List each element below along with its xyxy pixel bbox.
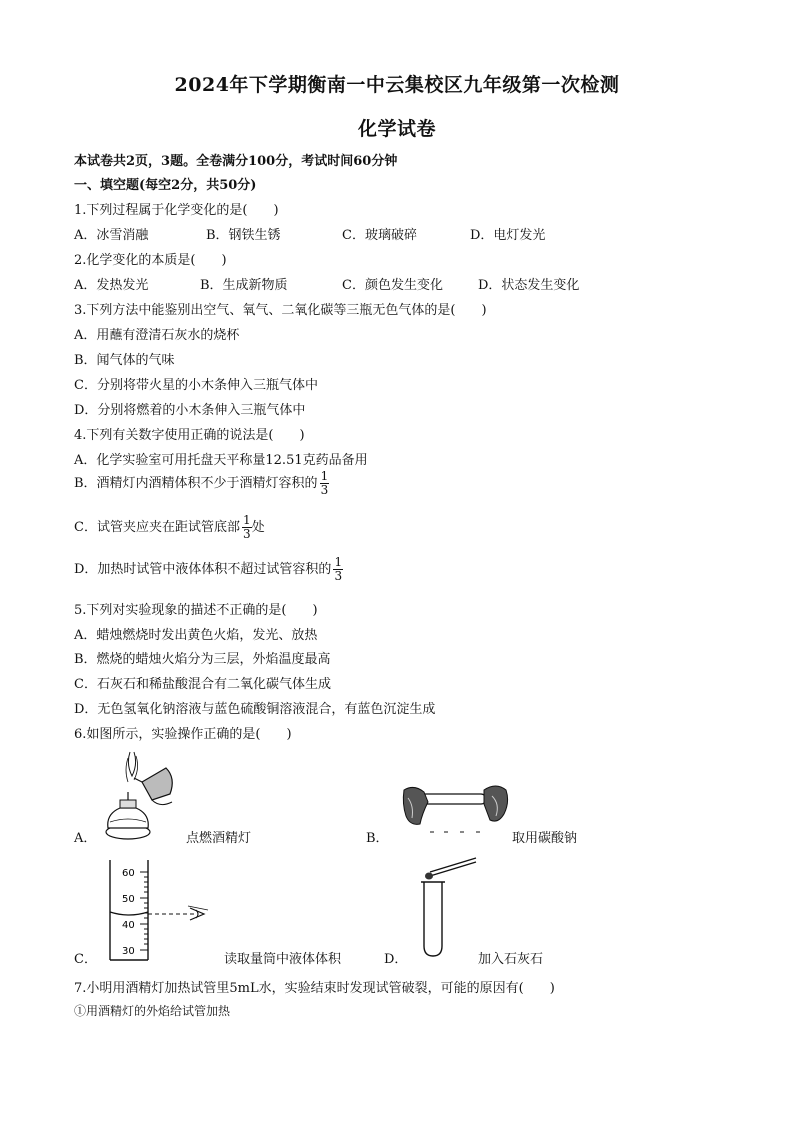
q6-caption-c: 读取量筒中液体体积 [224, 952, 342, 967]
fraction-one-third [320, 470, 330, 497]
question-4-stem: 4.下列有关数字使用正确的说法是( ) [74, 428, 305, 443]
fraction-numerator: 1 [334, 555, 343, 569]
q6-label-a: A． [74, 831, 97, 846]
question-6-stem: 6.如图所示，实验操作正确的是( ) [74, 727, 292, 742]
fraction-denominator: 3 [242, 527, 251, 541]
q4-option-c [74, 514, 265, 541]
q3-option-b: B．闻气体的气味 [74, 353, 175, 368]
q5-option-d: D．无色氢氧化钠溶液与蓝色硫酸铜溶液混合，有蓝色沉淀生成 [74, 702, 436, 717]
exam-intro: 本试卷共2页，3题。全卷满分100分，考试时间60分钟 [74, 154, 398, 169]
q4-option-c-text: C．试管夹应夹在距试管底部 [74, 520, 240, 535]
fraction-numerator: 1 [242, 513, 251, 527]
question-5-stem: 5.下列对实验现象的描述不正确的是( ) [74, 603, 318, 618]
q5-option-b: B．燃烧的蜡烛火焰分为三层，外焰温度最高 [74, 652, 331, 667]
q4-option-a: A．化学实验室可用托盘天平称量12.51克药品备用 [74, 453, 368, 468]
q4-option-b [74, 470, 329, 497]
q2-option-d: D．状态发生变化 [478, 278, 580, 293]
q5-option-a: A．蜡烛燃烧时发出黄色火焰，发光、放热 [74, 628, 318, 643]
q2-option-a: A．发热发光 [74, 278, 149, 293]
q3-option-d: D．分别将燃着的小木条伸入三瓶气体中 [74, 403, 306, 418]
q6-caption-b: 取用碳酸钠 [512, 831, 578, 846]
q4-option-c-suffix: 处 [251, 520, 265, 535]
q4-option-d [74, 556, 343, 583]
q4-option-b-text: B．酒精灯内酒精体积不少于酒精灯容积的 [74, 476, 318, 491]
fraction-one-third [333, 556, 343, 583]
q6-label-b: B． [366, 831, 389, 846]
tick-label-50: 50 [122, 894, 135, 905]
graduated-cylinder-figure [104, 858, 216, 962]
fraction-numerator: 1 [320, 469, 329, 483]
question-3-stem: 3.下列方法中能鉴别出空气、氧气、二氧化碳等三瓶无色气体的是( ) [74, 303, 487, 318]
exam-subtitle: 化学试卷 [357, 118, 436, 140]
alcohol-lamp-figure [100, 748, 180, 842]
q3-option-a: A．用蘸有澄清石灰水的烧杯 [74, 328, 240, 343]
q3-option-c: C．分别将带火星的小木条伸入三瓶气体中 [74, 378, 318, 393]
limestone-test-tube-figure [416, 854, 486, 960]
q6-label-c: C． [74, 952, 97, 967]
fraction-denominator: 3 [334, 569, 343, 583]
q7-item-1: ①用酒精灯的外焰给试管加热 [74, 1004, 231, 1018]
q1-option-b: B．钢铁生锈 [206, 228, 281, 243]
fraction-denominator: 3 [320, 483, 329, 497]
q6-label-d: D． [384, 952, 408, 967]
q6-caption-d: 加入石灰石 [478, 952, 544, 967]
tick-label-30: 30 [122, 946, 135, 957]
exam-title: 2024年下学期衡南一中云集校区九年级第一次检测 [174, 74, 620, 96]
q1-option-c: C．玻璃破碎 [342, 228, 417, 243]
q2-option-c: C．颜色发生变化 [342, 278, 443, 293]
q1-option-d: D．电灯发光 [470, 228, 546, 243]
fraction-one-third [242, 514, 252, 541]
q4-option-d-text: D．加热时试管中液体体积不超过试管容积的 [74, 562, 332, 577]
q1-option-a: A．冰雪消融 [74, 228, 149, 243]
tick-label-60: 60 [122, 868, 135, 879]
section-heading: 一、填空题(每空2分，共50分) [74, 178, 257, 193]
tick-label-40: 40 [122, 920, 135, 931]
question-1-stem: 1.下列过程属于化学变化的是( ) [74, 203, 279, 218]
q5-option-c: C．石灰石和稀盐酸混合有二氧化碳气体生成 [74, 677, 331, 692]
q6-caption-a: 点燃酒精灯 [186, 831, 252, 846]
sodium-carbonate-figure [400, 780, 510, 836]
q2-option-b: B．生成新物质 [200, 278, 288, 293]
question-7-stem: 7.小明用酒精灯加热试管里5mL水，实验结束时发现试管破裂，可能的原因有( ) [74, 981, 555, 996]
question-2-stem: 2.化学变化的本质是( ) [74, 253, 227, 268]
